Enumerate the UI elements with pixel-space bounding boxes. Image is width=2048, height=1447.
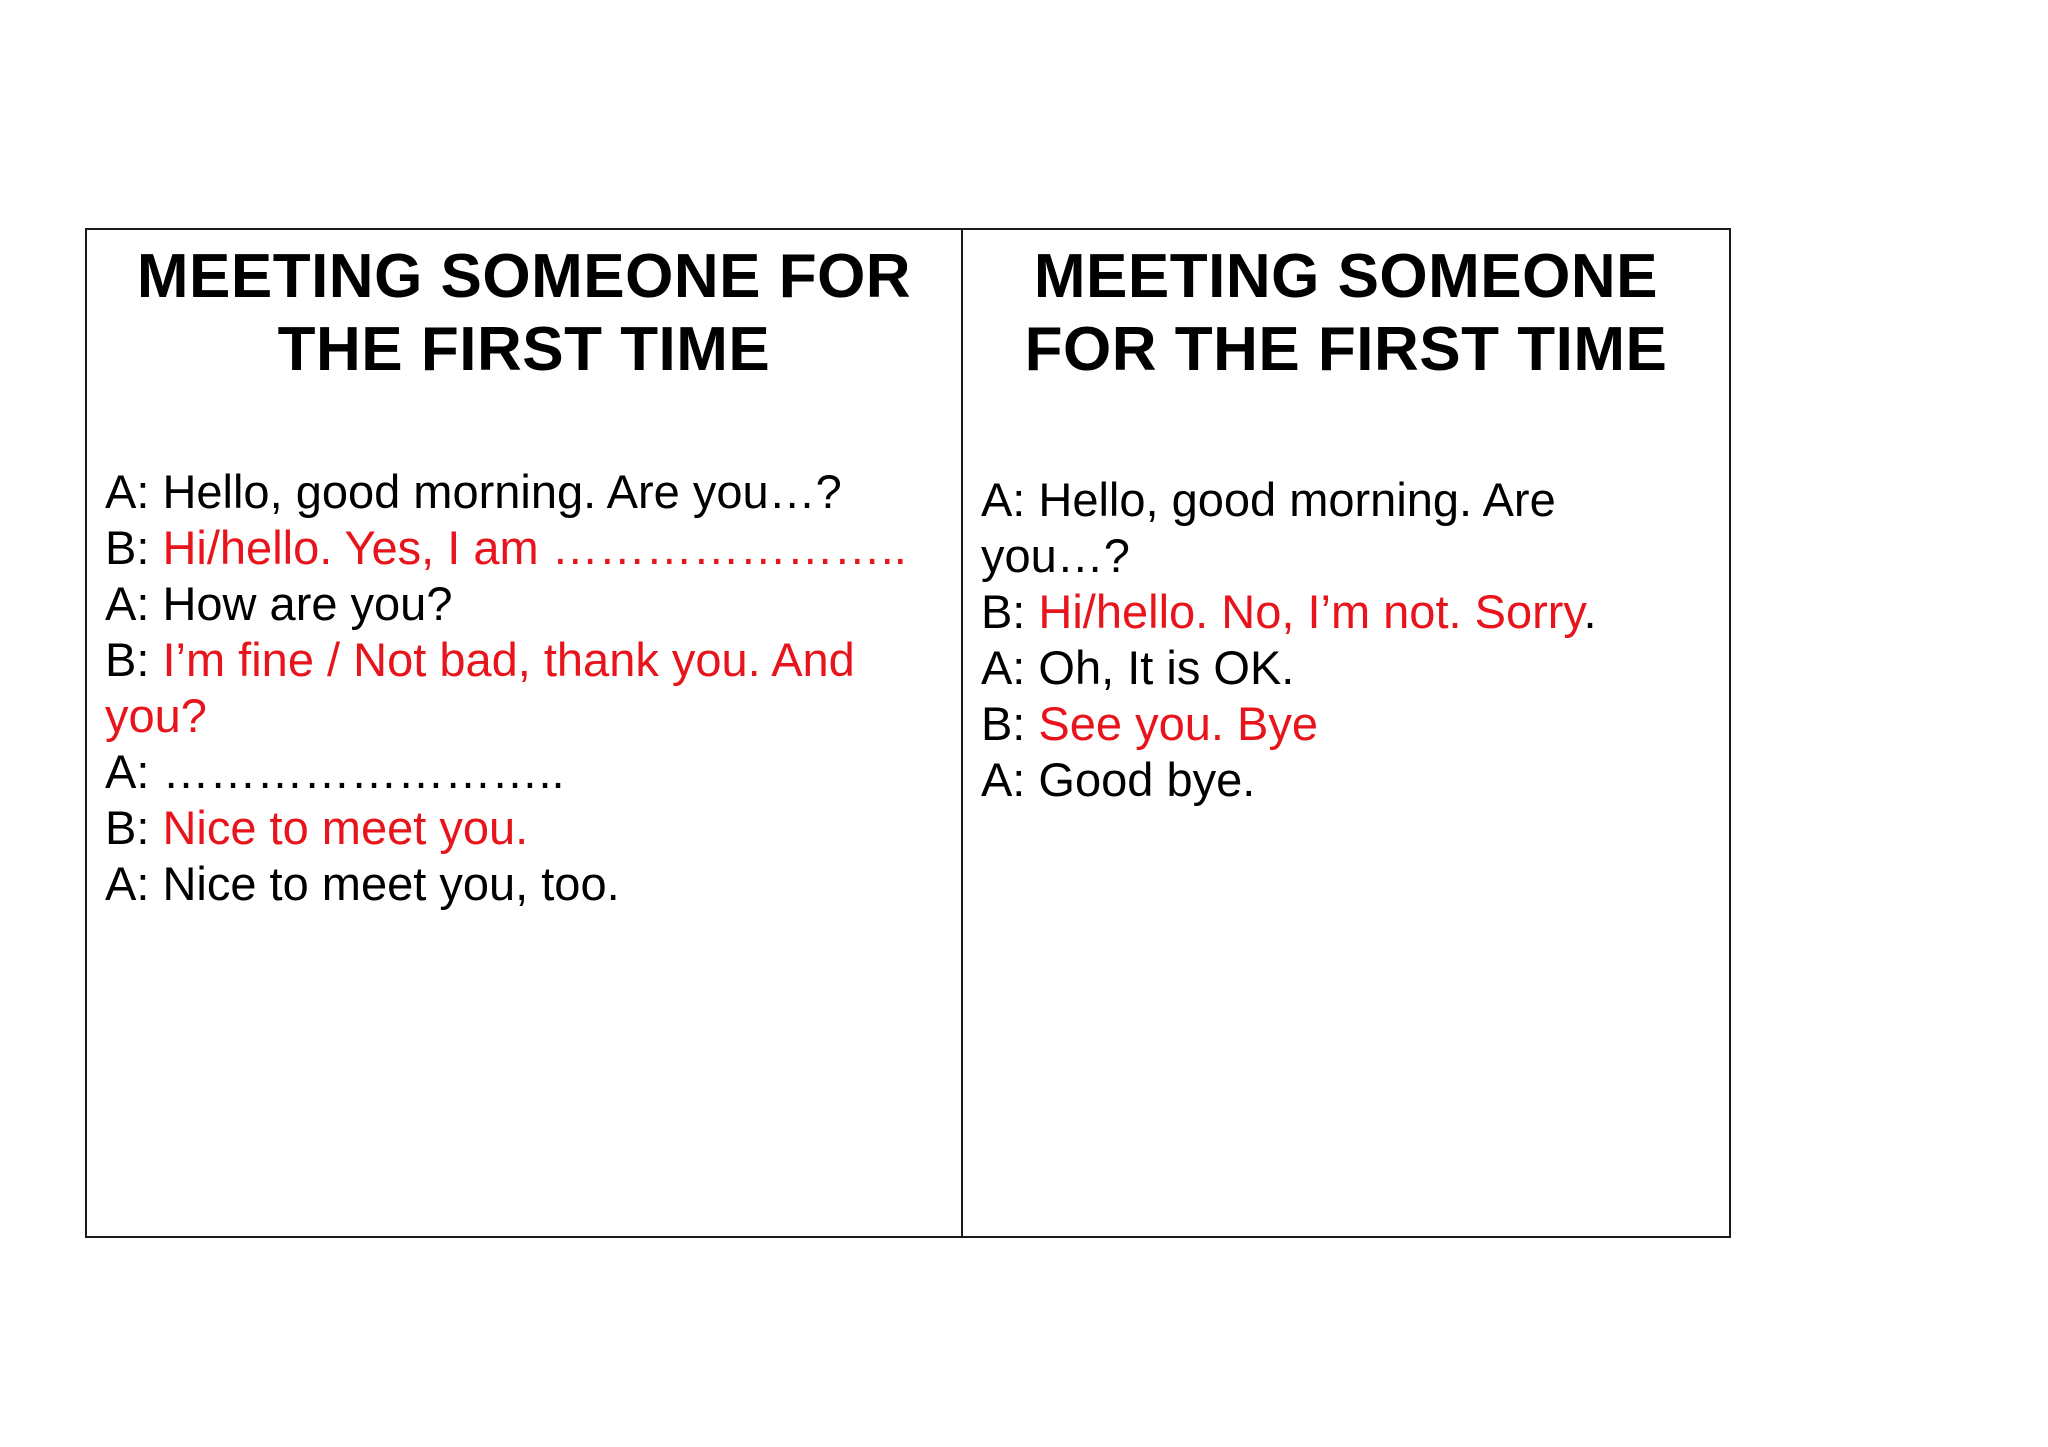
speaker-label: B: — [980, 585, 1039, 638]
dialogue-line — [105, 800, 943, 856]
dialogue-line — [981, 472, 1711, 584]
speaker-label: B: — [105, 633, 163, 686]
line-text: Nice to meet you, too. — [162, 857, 620, 910]
dialogue-card-right — [963, 230, 1729, 1236]
dialogue-line — [105, 576, 943, 632]
card-title-line-1: MEETING SOMEONE FOR — [136, 242, 912, 311]
dialogue-line — [981, 640, 1711, 696]
dialogue-cards-table — [85, 228, 1731, 1238]
line-tail: . — [1583, 585, 1597, 638]
speaker-label: B: — [105, 801, 163, 854]
dialogue-line — [105, 856, 943, 912]
speaker-label: A: — [105, 465, 163, 518]
card-title-line-2: FOR THE FIRST TIME — [1024, 315, 1668, 384]
card-title — [981, 230, 1711, 386]
card-title-line-2: THE FIRST TIME — [277, 315, 771, 384]
dialogue-line — [981, 696, 1711, 752]
speaker-label: A: — [105, 745, 163, 798]
line-text: See you. Bye — [1038, 697, 1318, 750]
speaker-label: A: — [980, 473, 1039, 526]
line-text: …………………….. — [162, 745, 565, 798]
speaker-label: B: — [105, 521, 163, 574]
dialogue-lines — [981, 472, 1711, 808]
line-text: Hi/hello. No, I’m not. Sorry — [1038, 585, 1584, 638]
speaker-label: A: — [105, 857, 163, 910]
dialogue-card-left — [87, 230, 963, 1236]
card-title — [105, 230, 943, 386]
line-text: Nice to meet you. — [162, 801, 529, 854]
line-text: Oh, It is OK. — [1038, 641, 1295, 694]
dialogue-line — [105, 632, 943, 744]
line-text: I’m fine / Not bad, thank you. And you? — [105, 633, 855, 742]
line-text: How are you? — [162, 577, 453, 630]
dialogue-line — [981, 752, 1711, 808]
line-text: Hi/hello. Yes, I am ………………….. — [162, 521, 907, 574]
dialogue-line — [105, 520, 943, 576]
dialogue-lines — [105, 464, 943, 912]
dialogue-line — [105, 464, 943, 520]
speaker-label: A: — [105, 577, 163, 630]
card-title-line-1: MEETING SOMEONE — [1033, 242, 1659, 311]
line-text: Hello, good morning. Are you…? — [162, 465, 842, 518]
speaker-label: B: — [980, 697, 1039, 750]
line-text: Good bye. — [1038, 753, 1256, 806]
line-text: Hello, good morning. Are you…? — [980, 473, 1556, 582]
speaker-label: A: — [980, 641, 1039, 694]
dialogue-line — [981, 584, 1711, 640]
dialogue-line — [105, 744, 943, 800]
speaker-label: A: — [980, 753, 1039, 806]
